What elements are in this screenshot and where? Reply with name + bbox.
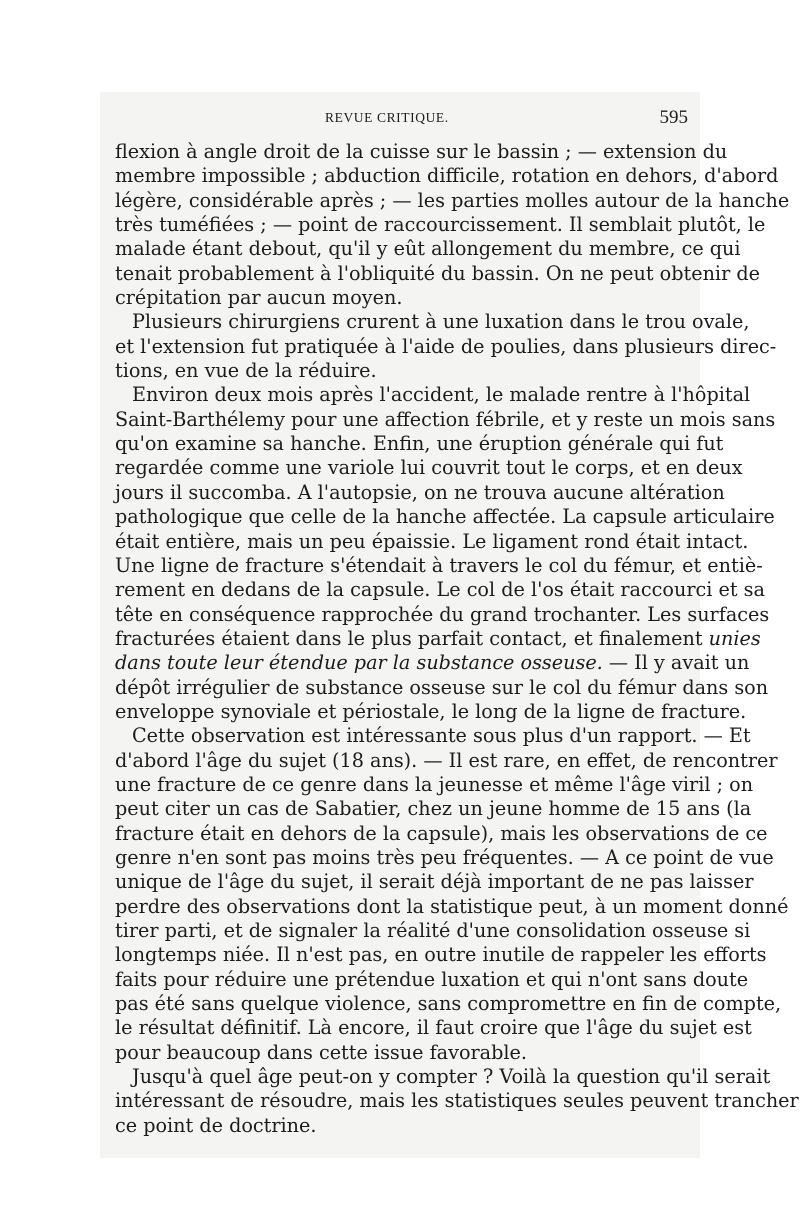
text-line: était entière, mais un peu épaissie. Le ligament rond était intact.	[115, 529, 749, 553]
text-line-with-italic	[115, 651, 750, 675]
text-line: tête en conséquence rapprochée du grand trochanter. Les surfaces	[115, 602, 770, 626]
text-line: membre impossible ; abduction difficile, rotation en dehors, d'abord	[115, 164, 779, 188]
text-line: dépôt irrégulier de substance osseuse sur le col du fémur dans son	[115, 675, 769, 699]
text-line: très tuméfiées ; — point de raccourcissement. Il semblait plutôt, le	[115, 213, 766, 237]
text-line: genre n'en sont pas moins très peu fréquentes. — A ce point de vue	[115, 845, 774, 869]
text-line: malade étant debout, qu'il y eût allongement du membre, ce qui	[115, 237, 741, 261]
italic-segment: dans toute leur étendue par la substance osseuse.	[115, 651, 603, 675]
paragraph-start-line: Environ deux mois après l'accident, le malade rentre à l'hôpital	[132, 383, 751, 407]
text-line: enveloppe synoviale et périostale, le long de la ligne de fracture.	[115, 699, 747, 723]
text-line: qu'on examine sa hanche. Enfin, une éruption générale qui fut	[115, 432, 724, 456]
text-line: et l'extension fut pratiquée à l'aide de poulies, dans plusieurs direc-	[115, 334, 777, 358]
text-line: flexion à angle droit de la cuisse sur le bassin ; — extension du	[115, 140, 728, 163]
italic-segment: unies	[708, 626, 761, 650]
body-text	[115, 140, 799, 1138]
text-line-with-italic	[115, 626, 761, 651]
text-line: unique de l'âge du sujet, il serait déjà important de ne pas laisser	[115, 870, 754, 894]
text-line: perdre des observations dont la statistique peut, à un moment donné	[115, 894, 789, 918]
text-segment: — Il y avait un	[602, 651, 750, 675]
text-line: pas été sans quelque violence, sans compromettre en fin de compte,	[115, 992, 782, 1016]
text-line: longtemps niée. Il n'est pas, en outre inutile de rappeler les efforts	[115, 943, 767, 967]
page-header	[115, 107, 688, 135]
text-line: Une ligne de fracture s'étendait à travers le col du fémur, et entiè-	[115, 553, 763, 577]
text-line: Saint-Barthélemy pour une affection fébrile, et y reste un mois sans	[115, 407, 776, 431]
text-line: tenait probablement à l'obliquité du bassin. On ne peut obtenir de	[115, 261, 760, 285]
paragraph-start-line: Plusieurs chirurgiens crurent à une luxation dans le trou ovale,	[132, 310, 750, 334]
text-line: tions, en vue de la réduire.	[115, 359, 377, 383]
page-number: 595	[659, 107, 688, 128]
text-line: le résultat définitif. Là encore, il faut croire que l'âge du sujet est	[115, 1016, 752, 1040]
paragraph-start-line: Cette observation est intéressante sous plus d'un rapport. — Et	[132, 724, 751, 748]
text-line: regardée comme une variole lui couvrit tout le corps, et en deux	[115, 456, 743, 480]
text-line: ce point de doctrine.	[115, 1113, 317, 1137]
text-line: pour beaucoup dans cette issue favorable.	[115, 1040, 527, 1064]
text-line: rement en dedans de la capsule. Le col de l'os était raccourci et sa	[115, 578, 765, 602]
text-line: jours il succomba. A l'autopsie, on ne trouva aucune altération	[115, 480, 725, 504]
text-line: légère, considérable après ; — les parties molles autour de la hanche	[115, 188, 790, 212]
text-line: faits pour réduire une prétendue luxation et qui n'ont sans doute	[115, 967, 749, 991]
text-line: tirer parti, et de signaler la réalité d'une consolidation osseuse si	[115, 919, 751, 942]
text-line: fracture était en dehors de la capsule), mais les observations de ce	[115, 821, 768, 845]
text-segment: fracturées étaient dans le plus parfait contact, et finalement	[115, 626, 709, 650]
text-line: crépitation par aucun moyen.	[115, 286, 403, 310]
running-title: REVUE CRITIQUE.	[325, 110, 449, 125]
text-line: pathologique que celle de la hanche affectée. La capsule articulaire	[115, 505, 775, 529]
text-line: d'abord l'âge du sujet (18 ans). — Il est rare, en effet, de rencontrer	[115, 748, 778, 772]
text-line: peut citer un cas de Sabatier, chez un jeune homme de 15 ans (la	[115, 797, 752, 821]
text-line: une fracture de ce genre dans la jeunesse et même l'âge viril ; on	[115, 772, 754, 796]
paragraph-start-line: Jusqu'à quel âge peut-on y compter ? Voilà la question qu'il serait	[132, 1065, 771, 1089]
text-line: intéressant de résoudre, mais les statistiques seules peuvent trancher	[115, 1089, 799, 1113]
